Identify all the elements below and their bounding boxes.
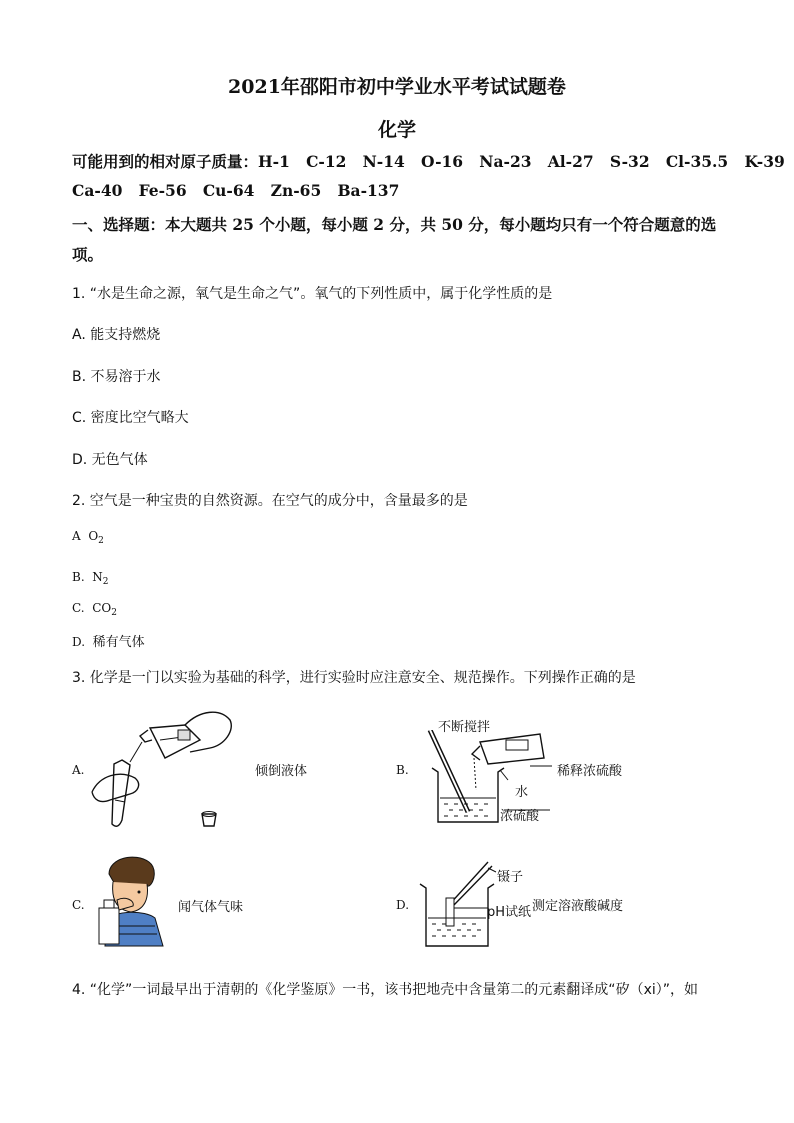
- page-title: 2021年邵阳市初中学业水平考试试题卷: [228, 76, 566, 98]
- subject-title: 化学: [377, 119, 416, 141]
- atomic-mass-item: S-32: [609, 152, 650, 171]
- q3-option-d-paper-label: pH试纸: [487, 905, 532, 920]
- atomic-mass-line-1: [72, 150, 785, 172]
- section-heading-line-1: 一、选择题：本大题共 25 个小题，每小题 2 分，共 50 分，每小题均只有一个符合题意的选: [72, 215, 717, 234]
- q3-option-a-label: 倾倒液体: [255, 764, 308, 779]
- q3-option-c-label: 闻气体气味: [178, 900, 244, 915]
- q3-option-b-letter: B.: [396, 763, 409, 777]
- atomic-mass-item: Cu-64: [202, 181, 255, 200]
- atomic-mass-item: Zn-65: [270, 181, 322, 200]
- section-heading-line-2: 项。: [72, 245, 104, 264]
- atomic-mass-item: Fe-56: [138, 181, 187, 200]
- q1-option-a: A. 能支持燃烧: [72, 327, 161, 343]
- atomic-mass-item: Ba-137: [337, 181, 400, 200]
- atomic-mass-item: Al-27: [547, 152, 594, 171]
- q1-stem: 1. “水是生命之源，氧气是生命之气”。氧气的下列性质中，属于化学性质的是: [72, 286, 553, 302]
- q3-option-d-label: 测定溶液酸碱度: [532, 899, 624, 914]
- q1-option-b: B. 不易溶于水: [72, 369, 161, 385]
- atomic-mass-item: C-12: [306, 152, 347, 171]
- atomic-mass-item: Ca-40: [72, 181, 123, 200]
- q3-option-b-dilute-label: 稀释浓硫酸: [557, 764, 623, 779]
- q2-option-a: A $O_2$: [72, 529, 104, 546]
- q3-option-b-stir-label: 不断搅拌: [438, 720, 491, 735]
- q4-stem: 4. “化学”一词最早出于清朝的《化学鉴原》一书，该书把地壳中含量第二的元素翻译成“矽（xi）”，如: [72, 982, 698, 998]
- q3-option-c-letter: C.: [72, 898, 85, 912]
- q3-option-b-acid-label: 浓硫酸: [500, 809, 540, 824]
- q2-option-b: B. $N_2$: [72, 570, 109, 587]
- q1-option-c: C. 密度比空气略大: [72, 410, 189, 426]
- atomic-mass-item: K-39: [744, 152, 785, 171]
- atomic-mass-item: Cl-35.5: [665, 152, 729, 171]
- q1-option-d: D. 无色气体: [72, 452, 148, 468]
- q2-option-c: C. $CO_2$: [72, 601, 117, 618]
- atomic-mass-label: 可能用到的相对原子质量：: [72, 152, 259, 171]
- smell-gas-illustration: [95, 852, 175, 947]
- pouring-liquid-illustration: [90, 700, 250, 835]
- q3-option-d-tweezers-label: 镊子: [497, 870, 524, 885]
- atomic-mass-line-2: [72, 181, 399, 200]
- atomic-mass-item: O-16: [421, 152, 464, 171]
- q3-stem: 3. 化学是一门以实验为基础的科学，进行实验时应注意安全、规范操作。下列操作正确的是: [72, 670, 636, 686]
- q3-option-a-letter: A.: [72, 763, 85, 777]
- q2-option-d: D. 稀有气体: [72, 635, 145, 650]
- q2-stem: 2. 空气是一种宝贵的自然资源。在空气的成分中，含量最多的是: [72, 493, 468, 509]
- atomic-mass-item: Na-23: [479, 152, 532, 171]
- atomic-mass-item: N-14: [362, 152, 405, 171]
- atomic-mass-item: H-1: [258, 152, 290, 171]
- q3-option-d-letter: D.: [396, 898, 410, 912]
- q3-option-b-water-label: 水: [515, 785, 529, 800]
